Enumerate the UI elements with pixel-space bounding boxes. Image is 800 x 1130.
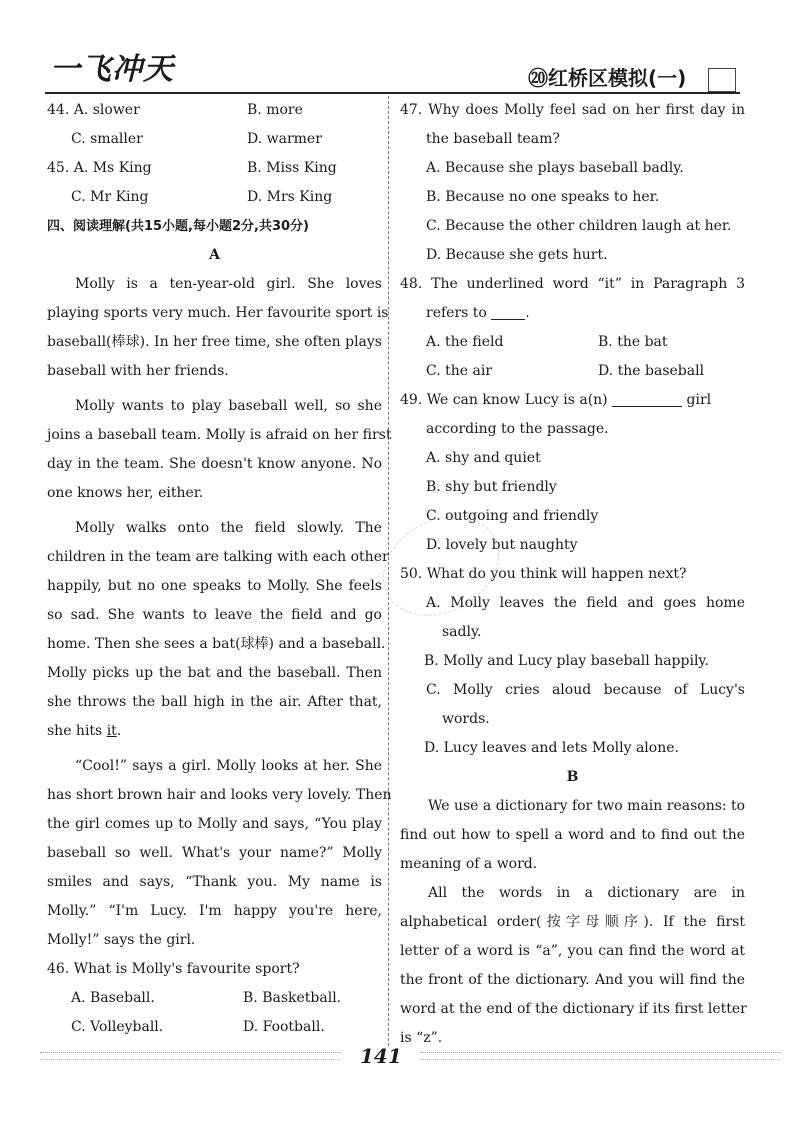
brand-logo: 一飞冲天: [50, 52, 174, 87]
q50-option-a: A. Molly leaves the field and goes home: [426, 595, 745, 611]
q44-option-a: 44. A. slower: [47, 102, 140, 118]
passage-a-line: Molly walks onto the field slowly. The: [75, 520, 382, 536]
passage-b-line: word at the end of the dictionary if its first letter: [400, 1001, 747, 1017]
question-45-row1: [47, 154, 382, 183]
passage-a-line: joins a baseball team. Molly is afraid on her first: [47, 427, 392, 443]
passage-a-line: the girl comes up to Molly and says, “You play: [47, 816, 382, 832]
passage-a-line: baseball so well. What's your name?” Molly: [47, 845, 382, 861]
question-47-stem: 47. Why does Molly feel sad on her first day in: [400, 102, 745, 118]
q47-option-a: A. Because she plays baseball badly.: [426, 160, 684, 176]
header-divider: [45, 92, 740, 94]
q48-option-c: C. the air: [426, 363, 493, 379]
passage-b-line: the front of the dictionary. And you will find the: [400, 972, 745, 988]
q47-option-c: C. Because the other children laugh at her.: [426, 218, 732, 234]
question-44-row2: [47, 125, 382, 154]
underlined-word: it: [106, 723, 117, 739]
q50-option-a-cont: sadly.: [442, 624, 482, 640]
q45-option-b: B. Miss King: [247, 160, 337, 176]
passage-b-label: B: [566, 769, 579, 785]
q45-option-c: C. Mr King: [71, 189, 149, 205]
passage-b-line: meaning of a word.: [400, 856, 538, 872]
q49-stem-end: girl: [686, 392, 712, 408]
passage-a-line: Molly!” says the girl.: [47, 932, 196, 948]
left-column: [47, 96, 392, 1042]
q48-stem-text: refers to: [426, 305, 487, 321]
passage-b-line: alphabetical order(按字母顺序). If the first: [400, 914, 745, 930]
passage-a-line: day in the team. She doesn't know anyone. No: [47, 456, 382, 472]
corner-badge-icon: [708, 68, 736, 92]
q50-option-b: B. Molly and Lucy play baseball happily.: [424, 653, 709, 669]
passage-a-label: A: [209, 247, 220, 263]
question-44-row1: [47, 96, 382, 125]
passage-a-line: happily, but no one speaks to Molly. She feels: [47, 578, 382, 594]
passage-a-line: she throws the ball high in the air. After that,: [47, 694, 382, 710]
passage-b-line: is “z”.: [400, 1030, 443, 1046]
q49-stem-text: 49. We can know Lucy is a(n): [400, 392, 608, 408]
q49-option-b: B. shy but friendly: [426, 479, 557, 495]
passage-a-line: so sad. She wants to leave the field and go: [47, 607, 382, 623]
footer-decoration: [420, 1052, 780, 1060]
page-number: 141: [360, 1044, 402, 1068]
passage-a-line: Molly.” “I'm Lucy. I'm happy you're here,: [47, 903, 382, 919]
q46-option-c: C. Volleyball.: [71, 1019, 164, 1035]
q44-option-c: C. smaller: [71, 131, 143, 147]
passage-b-line: We use a dictionary for two main reasons: to: [428, 798, 746, 814]
question-48-stem-cont: refers to .: [426, 305, 530, 321]
question-49-stem: [400, 386, 745, 415]
question-48-row2: [400, 357, 745, 386]
q44-option-d: D. warmer: [247, 131, 322, 147]
q49-option-d: D. lovely but naughty: [426, 537, 578, 553]
q45-option-d: D. Mrs King: [247, 189, 333, 205]
question-48-row1: [400, 328, 745, 357]
q49-option-c: C. outgoing and friendly: [426, 508, 599, 524]
question-47-stem-cont: the baseball team?: [426, 131, 560, 147]
q46-option-a: A. Baseball.: [71, 990, 155, 1006]
passage-a-line: Molly is a ten-year-old girl. She loves: [75, 276, 382, 292]
passage-a-line: Molly picks up the bat and the baseball. Then: [47, 665, 382, 681]
question-46-stem: 46. What is Molly's favourite sport?: [47, 961, 300, 977]
q45-option-a: 45. A. Ms King: [47, 160, 152, 176]
question-46-row1: [47, 984, 382, 1013]
passage-a-line: baseball(棒球). In her free time, she often plays: [47, 334, 382, 350]
passage-a-line: children in the team are talking with each other: [47, 549, 389, 565]
question-46-row2: [47, 1013, 382, 1042]
section-title: ⑳红桥区模拟(一): [528, 66, 687, 90]
passage-b-line: All the words in a dictionary are in: [428, 885, 745, 901]
q50-option-c-cont: words.: [442, 711, 490, 727]
q46-option-d: D. Football.: [243, 1019, 325, 1035]
q50-option-c: C. Molly cries aloud because of Lucy's: [426, 682, 745, 698]
q49-option-a: A. shy and quiet: [426, 450, 541, 466]
section-heading: 四、阅读理解(共15小题,每小题2分,共30分): [47, 219, 309, 234]
q47-option-b: B. Because no one speaks to her.: [426, 189, 660, 205]
footer-decoration: [40, 1052, 340, 1060]
question-49-stem-cont: according to the passage.: [426, 421, 609, 437]
passage-b-line: letter of a word is “a”, you can find the word at: [400, 943, 745, 959]
passage-a-line: baseball with her friends.: [47, 363, 229, 379]
q44-option-b: B. more: [247, 102, 303, 118]
question-48-stem: 48. The underlined word “it” in Paragraph 3: [400, 276, 745, 292]
answer-blank: [491, 303, 525, 320]
passage-a-line: one knows her, either.: [47, 485, 204, 501]
passage-a-line: has short brown hair and looks very lovely. Then: [47, 787, 392, 803]
q50-option-d: D. Lucy leaves and lets Molly alone.: [424, 740, 679, 756]
passage-a-line: smiles and says, “Thank you. My name is: [47, 874, 382, 890]
passage-b-line: find out how to spell a word and to find out the: [400, 827, 745, 843]
question-50-stem: 50. What do you think will happen next?: [400, 566, 687, 582]
q48-option-d: D. the baseball: [598, 363, 705, 379]
question-45-row2: [47, 183, 382, 212]
passage-a-line: she hits it.: [47, 723, 122, 739]
q47-option-d: D. Because she gets hurt.: [426, 247, 608, 263]
passage-a-line: home. Then she sees a bat(球棒) and a baseball.: [47, 636, 386, 652]
passage-a-line: “Cool!” says a girl. Molly looks at her. She: [75, 758, 382, 774]
q48-option-a: A. the field: [426, 334, 504, 350]
passage-a-line: Molly wants to play baseball well, so she: [75, 398, 382, 414]
q46-option-b: B. Basketball.: [243, 990, 342, 1006]
passage-a-line: playing sports very much. Her favourite sport is: [47, 305, 389, 321]
q48-option-b: B. the bat: [598, 334, 668, 350]
answer-blank: [612, 390, 682, 407]
